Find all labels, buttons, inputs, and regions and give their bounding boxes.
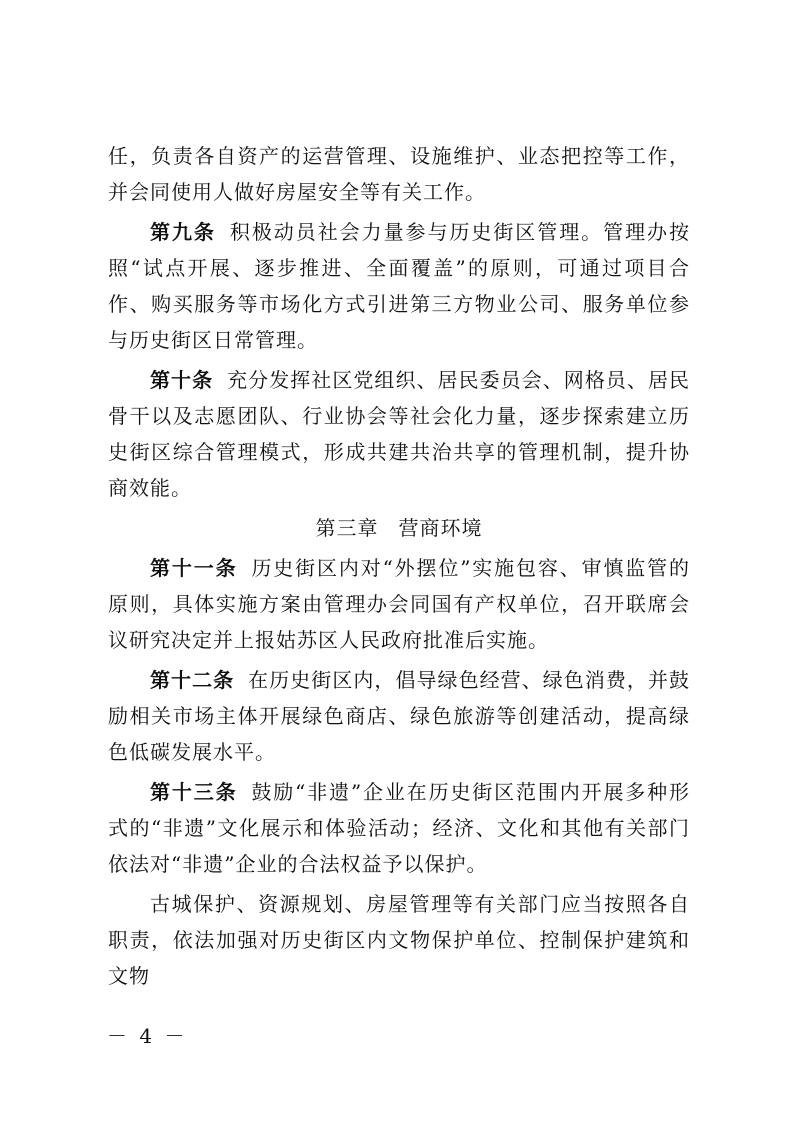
page-number: － 4 －	[107, 1024, 188, 1048]
paragraph-continuation	[108, 138, 690, 210]
paragraph-text: 古城保护、资源规划、房屋管理等有关部门应当按照各自职责，依法加强对历史街区内文物保护单位、控制保护建筑和文物	[108, 892, 690, 988]
article-text: 充分发挥社区党组织、居民委员会、网格员、居民骨干以及志愿团队、行业协会等社会化力量，逐步探索建立历史街区综合管理模式，形成共建共治共享的管理机制，提升协商效能。	[108, 368, 690, 500]
chapter-heading	[108, 510, 690, 546]
document-body	[108, 138, 690, 994]
article-text: 鼓励“非遗”企业在历史街区范围内开展多种形式的“非遗”文化展示和体验活动；经济、文化和其他有关部门依法对“非遗”企业的合法权益予以保护。	[108, 780, 691, 876]
article-12	[108, 662, 690, 770]
article-11	[108, 550, 690, 658]
article-text: 历史街区内对“外摆位”实施包容、审慎监管的原则，具体实施方案由管理办会同国有产权单位，召开联席会议研究决定并上报姑苏区人民政府批准后实施。	[108, 556, 691, 652]
article-text: 在历史街区内，倡导绿色经营、绿色消费，并鼓励相关市场主体开展绿色商店、绿色旅游等创建活动，提高绿色低碳发展水平。	[108, 668, 691, 764]
paragraph-text: 任，负责各自资产的运营管理、设施维护、业态把控等工作，并会同使用人做好房屋安全等有关工作。	[108, 144, 690, 204]
article-label: 第十条	[150, 368, 214, 392]
article-10	[108, 362, 690, 506]
paragraph-trailing	[108, 886, 690, 994]
article-13	[108, 774, 690, 882]
article-label: 第十三条	[150, 780, 238, 804]
article-label: 第十一条	[150, 556, 238, 580]
article-text: 积极动员社会力量参与历史街区管理。管理办按照“试点开展、逐步推进、全面覆盖”的原则，可通过项目合作、购买服务等市场化方式引进第三方物业公司、服务单位参与历史街区日常管理。	[108, 220, 691, 352]
article-label: 第九条	[150, 220, 216, 244]
chapter-title: 营商环境	[398, 516, 483, 540]
chapter-number: 第三章	[315, 516, 379, 540]
article-9	[108, 214, 690, 358]
article-label: 第十二条	[150, 668, 235, 692]
